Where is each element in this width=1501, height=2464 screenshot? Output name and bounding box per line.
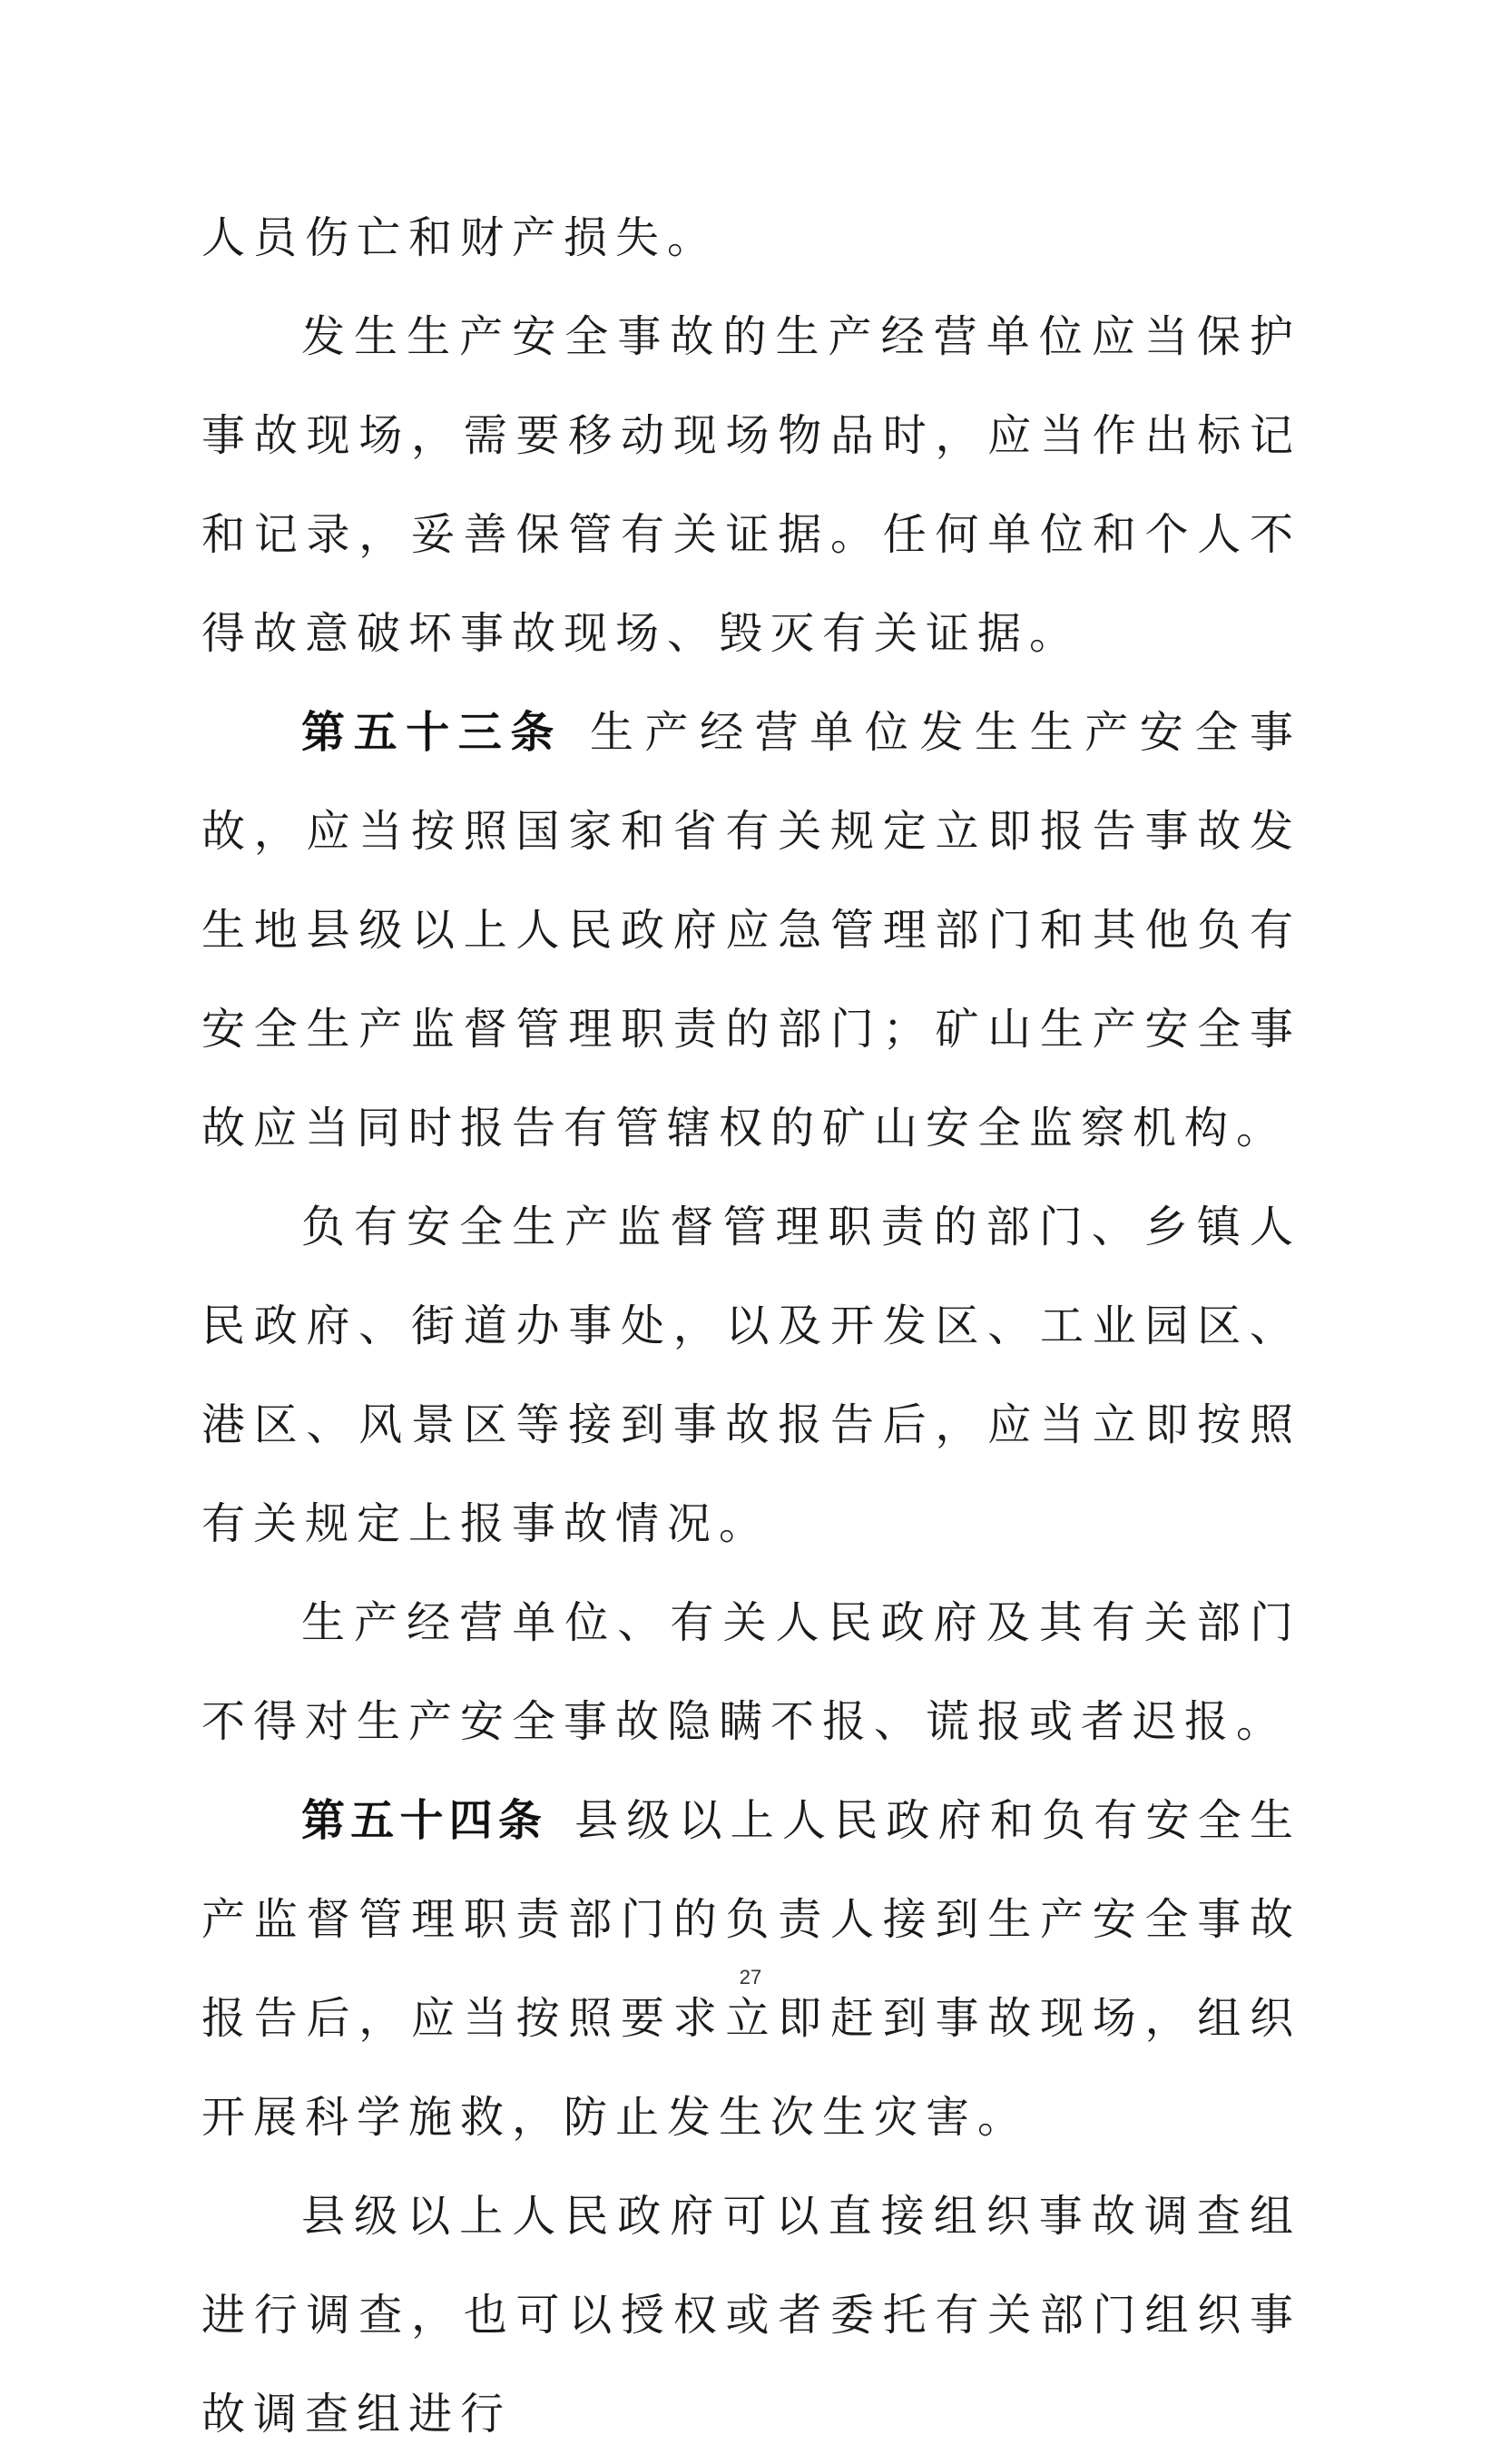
paragraph-4 (201, 1178, 1301, 1574)
paragraph-text: 发生生产安全事故的生产经营单位应当保护事故现场，需要移动现场物品时，应当作出标记和记录，妥善保管有关证据。任何单位和个人不得故意破坏事故现场、毁灭有关证据。 (201, 311, 1301, 659)
paragraph-1 (201, 189, 1301, 288)
article-53-paragraph (201, 683, 1301, 1178)
paragraph-text: 县级以上人民政府和负有安全生产监督管理职责部门的负责人接到生产安全事故报告后，应当按照要求立即赶到事故现场，组织开展科学施救，防止发生次生灾害。 (201, 1795, 1301, 2143)
paragraph-2 (201, 288, 1301, 683)
article-heading: 第五十三条 (301, 707, 563, 758)
paragraph-7 (201, 2167, 1301, 2464)
paragraph-5 (201, 1574, 1301, 1772)
paragraph-text: 生产经营单位发生生产安全事故，应当按照国家和省有关规定立即报告事故发生地县级以上人民政府应急管理部门和其他负有安全生产监督管理职责的部门；矿山生产安全事故应当同时报告有管辖权的矿山安全监察机构。 (201, 707, 1301, 1153)
paragraph-text: 生产经营单位、有关人民政府及其有关部门不得对生产安全事故隐瞒不报、谎报或者迟报。 (201, 1597, 1301, 1747)
paragraph-text: 人员伤亡和财产损失。 (201, 212, 720, 263)
page-number: 27 (739, 1966, 762, 1988)
paragraph-text: 负有安全生产监督管理职责的部门、乡镇人民政府、街道办事处，以及开发区、工业园区、港区、风景区等接到事故报告后，应当立即按照有关规定上报事故情况。 (201, 1202, 1301, 1549)
paragraph-text: 县级以上人民政府可以直接组织事故调查组进行调查，也可以授权或者委托有关部门组织事故调查组进行 (201, 2191, 1301, 2439)
article-heading: 第五十四条 (301, 1795, 548, 1846)
